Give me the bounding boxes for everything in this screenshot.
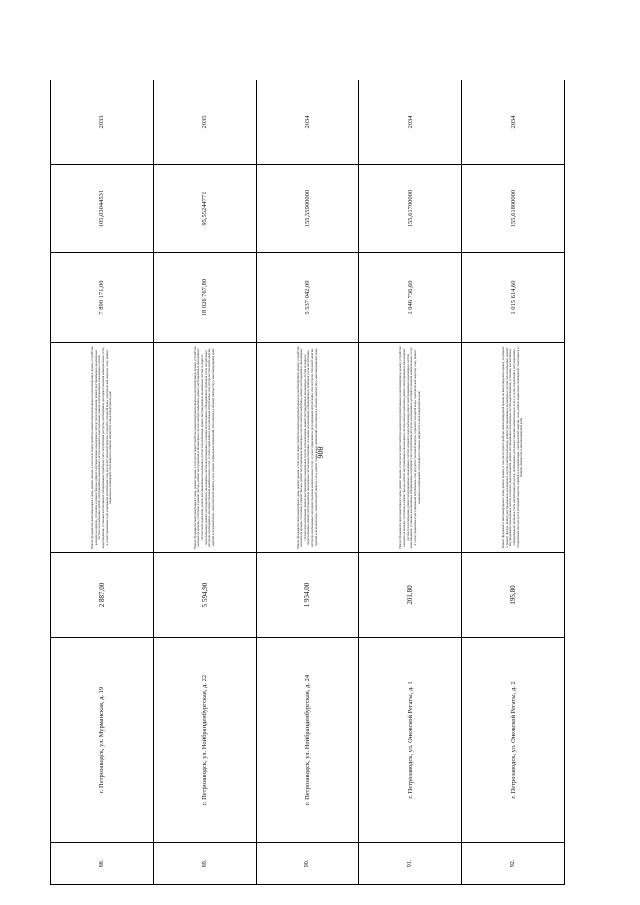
cost-cell: 1 046 736,60 [359,253,462,343]
works-cell: Ремонт фундамента многоквартирного дома, ремонт крыши, в том числе переустройство невентилируемой крыши на вентилируемую крышу, устройство выходов на кровлю, утепление и ремонт фасада, ремонт внутридомовых инженерных систем электроснабжения, ремонт внутридомовых инженерных систем теплоснабжения, ремонт внутридомовых инженерных систем холодного водоснабжения, ремонт внутридомовых инженерных систем водоотведения, установка коллективных (общедомовых) приборов учета потребления ресурсов, необходимых для предоставления коммунальных услуг, и узлов управления и регулирования потребления этих ресурсов (тепловой энергии, горячей и холодной воды, электрической энергии, газа), ремонт подвальных помещений, относящихся к общему имуществу в многоквартирном доме [359,343,462,553]
address-cell: г. Петрозаводск, ул. Онежской Регаты, д. 1 [359,638,462,843]
repair-plan-table [50,80,565,885]
year-cell: 2034 [462,80,565,165]
unit-cost-cell: 155,55900000 [256,165,359,253]
year-cell: 2035 [153,80,256,165]
cost-cell: 7 890 171,00 [51,253,154,343]
row-number: 91. [359,843,462,885]
page-number: 806 [315,446,325,459]
works-cell: Ремонт фундамента многоквартирного дома, ремонт крыши, в том числе переустройство невентилируемой крыши на вентилируемую крышу, утепление и ремонт фасада, ремонт внутридомовых инженерных систем электроснабжения, ремонт внутридомовых инженерных систем теплоснабжения, ремонт внутридомовых инженерных систем холодного водоснабжения, ремонт внутридомовых инженерных систем водоотведения, установка коллективных (общедомовых) приборов учета потребления ресурсов, необходимых для предоставления коммунальных услуг, и узлов управления и регулирования потребления этих ресурсов (тепловой энергии, горячей и холодной воды, электрической энергии, газа), ремонт подвальных помещений, относящихся к общему имуществу в многоквартирном доме [462,343,565,553]
row-number: 90. [256,843,359,885]
works-cell: Ремонт фундамента многоквартирного дома, ремонт крыши, в том числе переустройство невентилируемой крыши на вентилируемую крышу, устройство выходов на кровлю, утепление и ремонт фасада, ремонт внутридомовых инженерных систем теплоснабжения, ремонт внутридомовых инженерных систем газоснабжения, ремонт внутридомовых инженерных систем холодного водоснабжения, ремонт внутридомовых инженерных систем водоотведения, установка коллективных (общедомовых) приборов учета потребления ресурсов, необходимых для предоставления коммунальных услуг, и узлов управления и регулирования потребления этих ресурсов (тепловой энергии, горячей и холодной воды, электрической энергии, газа), ремонт подвальных помещений, относящихся к общему имуществу в многоквартирном доме [51,343,154,553]
year-cell: 2033 [51,80,154,165]
works-cell: Ремонт фундамента многоквартирного дома, ремонт крыши, в том числе переустройство невентилируемой крыши на вентилируемую крышу, устройство выходов на кровлю, утепление и ремонт фасада, ремонт внутридомовых инженерных систем электроснабжения, ремонт внутридомовых инженерных систем теплоснабжения, ремонт внутридомовых инженерных систем газоснабжения, ремонт внутридомовых инженерных систем холодного водоснабжения, ремонт внутридомовых инженерных систем водоотведения, установка коллективных (общедомовых) приборов учета потребления ресурсов, необходимых для предоставления коммунальных услуг, и узлов управления и регулирования потребления этих ресурсов (тепловой энергии, горячей и холодной воды, электрической энергии, газа), ремонт подвальных помещений, относящихся к общему имуществу в многоквартирном доме [256,343,359,553]
unit-cost-cell: 155,61800000 [462,165,565,253]
address-cell: г. Петрозаводск, ул. Мурманская, д. 19 [51,638,154,843]
year-cell: 2034 [256,80,359,165]
address-cell: г. Петрозаводск, ул. Нойбранденбургская, д. 22 [153,638,256,843]
table-row [359,80,462,885]
table-stage [50,80,565,885]
address-cell: г. Петрозаводск, ул. Онежской Регаты, д. 2 [462,638,565,843]
table-row [462,80,565,885]
rotated-table-frame [50,80,565,885]
area-cell: 201,80 [359,553,462,638]
table-row [51,80,154,885]
cost-cell: 18 026 767,80 [153,253,256,343]
row-number: 92. [462,843,565,885]
cost-cell: 5 537 042,00 [256,253,359,343]
year-cell: 2034 [359,80,462,165]
cost-cell: 1 015 614,60 [462,253,565,343]
address-cell: г. Петрозаводск, ул. Нойбранденбургская, д. 24 [256,638,359,843]
area-cell: 5 594,90 [153,553,256,638]
area-cell: 1 934,00 [256,553,359,638]
area-cell: 2 887,00 [51,553,154,638]
row-number: 89. [153,843,256,885]
works-cell: Ремонт фундамента многоквартирного дома, ремонт крыши, в том числе переустройство невентилируемой крыши на вентилируемую крышу, устройство выходов на кровлю, утепление и ремонт фасада, ремонт внутридомовых инженерных систем электроснабжения, ремонт внутридомовых инженерных систем теплоснабжения, ремонт внутридомовых инженерных систем газоснабжения, ремонт внутридомовых инженерных систем холодного водоснабжения, ремонт внутридомовых инженерных систем водоотведения, установка коллективных (общедомовых) приборов учета потребления ресурсов, необходимых для предоставления коммунальных услуг, и узлов управления и регулирования потребления этих ресурсов (тепловой энергии, горячей и холодной воды, электрической энергии, газа), ремонт подвальных помещений, относящихся к общему имуществу в многоквартирном доме [153,343,256,553]
table-row [256,80,359,885]
unit-cost-cell: 105,03044531 [51,165,154,253]
unit-cost-cell: 155,61700000 [359,165,462,253]
area-cell: 195,80 [462,553,565,638]
unit-cost-cell: 95,55244771 [153,165,256,253]
table-row [153,80,256,885]
row-number: 88. [51,843,154,885]
